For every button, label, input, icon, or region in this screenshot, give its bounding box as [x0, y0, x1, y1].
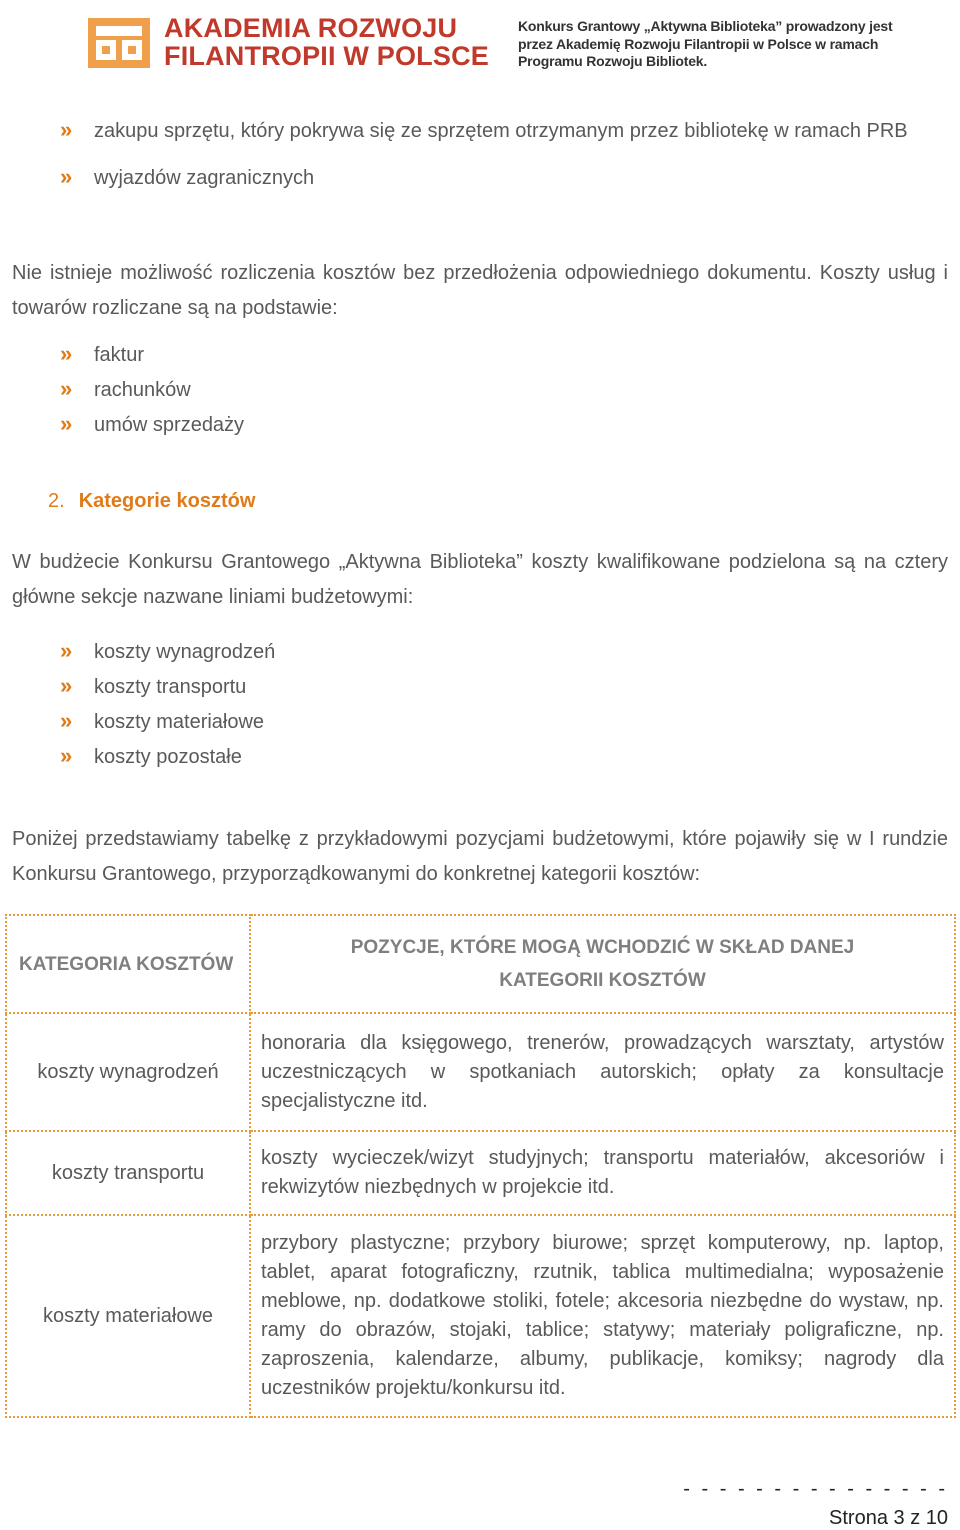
row-category: koszty transportu: [6, 1131, 250, 1215]
section-number: 2.: [48, 490, 65, 512]
paragraph-documents: Nie istnieje możliwość rozliczenia kosztów bez przedłożenia odpowiedniego dokumentu. Koszty usług i towarów rozliczane są na podstawie:: [12, 262, 948, 319]
page-number: Strona 3 z 10: [829, 1507, 948, 1529]
list-item: [60, 408, 244, 443]
bullet-icon: »: [60, 638, 73, 663]
list-item-text: koszty pozostałe: [94, 746, 242, 768]
row-items: honoraria dla księgowego, trenerów, prowadzących warsztaty, artystów uczestniczących w spotkaniach autorskich; opłaty za konsultacje specjalistyczne itd.: [250, 1013, 955, 1131]
bullet-icon: »: [60, 341, 73, 366]
list-item-text: wyjazdów zagranicznych: [94, 167, 315, 189]
header-note-line: Konkurs Grantowy „Aktywna Biblioteka” prowadzony jest: [518, 18, 893, 34]
list-item: [60, 635, 275, 670]
row-items: przybory plastyczne; przybory biurowe; sprzęt komputerowy, np. laptop, tablet, aparat fotograficzny, rzutnik, tablica multimedialna; wyposażenie meblowe, np. dodatkowe stoliki, fotele; akcesoria niezbędne do wystaw, np. ramy do obrazów, stojaki, tablice; statywy; materiały poligraficzne, np. zaproszenia, kalendarze, albumy, publikacje, komiksy; nagrody dla uczestników projektu/konkursu itd.: [250, 1215, 955, 1417]
header-items-line: KATEGORII KOSZTÓW: [499, 970, 706, 991]
footer-rule: - - - - - - - - - - - - - - -: [683, 1478, 948, 1500]
list-item-text: zakupu sprzętu, który pokrywa się ze sprzętem otrzymanym przez bibliotekę w ramach PRB: [94, 120, 908, 142]
row-category: koszty wynagrodzeń: [6, 1013, 250, 1131]
list-item: [60, 373, 244, 408]
table-row: [6, 1131, 955, 1215]
budget-lines-list: [60, 635, 275, 775]
list-item: [60, 740, 275, 775]
row-items: koszty wycieczek/wizyt studyjnych; transportu materiałów, akcesoriów i rekwizytów niezbędnych w projekcie itd.: [250, 1131, 955, 1215]
header-note-line: Programu Rozwoju Bibliotek.: [518, 53, 708, 69]
list-item: [60, 161, 948, 196]
row-category: koszty materiałowe: [6, 1215, 250, 1417]
header-note-line: przez Akademię Rozwoju Filantropii w Polsce w ramach: [518, 35, 879, 52]
list-item: [60, 705, 275, 740]
header-items: [250, 915, 955, 1013]
list-item-text: rachunków: [94, 379, 191, 401]
list-item-text: umów sprzedaży: [94, 414, 245, 436]
header-items-line: POZYCJE, KTÓRE MOGĄ WCHODZIĆ W SKŁAD DANEJ: [350, 937, 855, 958]
list-item: [60, 114, 948, 149]
list-item: [60, 670, 275, 705]
table-row: [6, 1013, 955, 1131]
header-category: KATEGORIA KOSZTÓW: [6, 915, 250, 1013]
documents-list: [60, 338, 244, 443]
list-item-text: koszty transportu: [94, 676, 247, 698]
paragraph-budget: W budżecie Konkursu Grantowego „Aktywna Biblioteka” koszty kwalifikowane podzielona są na cztery główne sekcje nazwane liniami budżetowymi:: [12, 551, 948, 608]
foundation-logo-text: [164, 14, 489, 70]
bullet-icon: »: [60, 376, 73, 401]
excluded-costs-list: [60, 114, 948, 196]
list-item: [60, 338, 244, 373]
bullet-icon: »: [60, 708, 73, 733]
table-header-row: [6, 915, 955, 1013]
logo-line-1: AKADEMIA ROZWOJU: [164, 13, 458, 43]
page-header: [0, 0, 960, 80]
bullet-icon: »: [60, 117, 73, 142]
bullet-icon: »: [60, 411, 73, 436]
section-heading: [48, 490, 255, 513]
section-title: Kategorie kosztów: [78, 490, 256, 512]
bullet-icon: »: [60, 673, 73, 698]
paragraph-table-intro: Poniżej przedstawiamy tabelkę z przykładowymi pozycjami budżetowymi, które pojawiły się w I rundzie Konkursu Grantowego, przyporządkowanymi do konkretnej kategorii kosztów:: [12, 828, 948, 885]
list-item-text: faktur: [94, 344, 145, 366]
logo-line-2: FILANTROPII W POLSCE: [164, 41, 489, 71]
list-item-text: koszty wynagrodzeń: [94, 641, 276, 663]
table-row: [6, 1215, 955, 1417]
foundation-logo-icon: [88, 18, 150, 68]
cost-categories-table: [5, 914, 956, 1418]
list-item-text: koszty materiałowe: [94, 711, 265, 733]
bullet-icon: »: [60, 743, 73, 768]
header-note: [518, 18, 948, 71]
bullet-icon: »: [60, 164, 73, 189]
